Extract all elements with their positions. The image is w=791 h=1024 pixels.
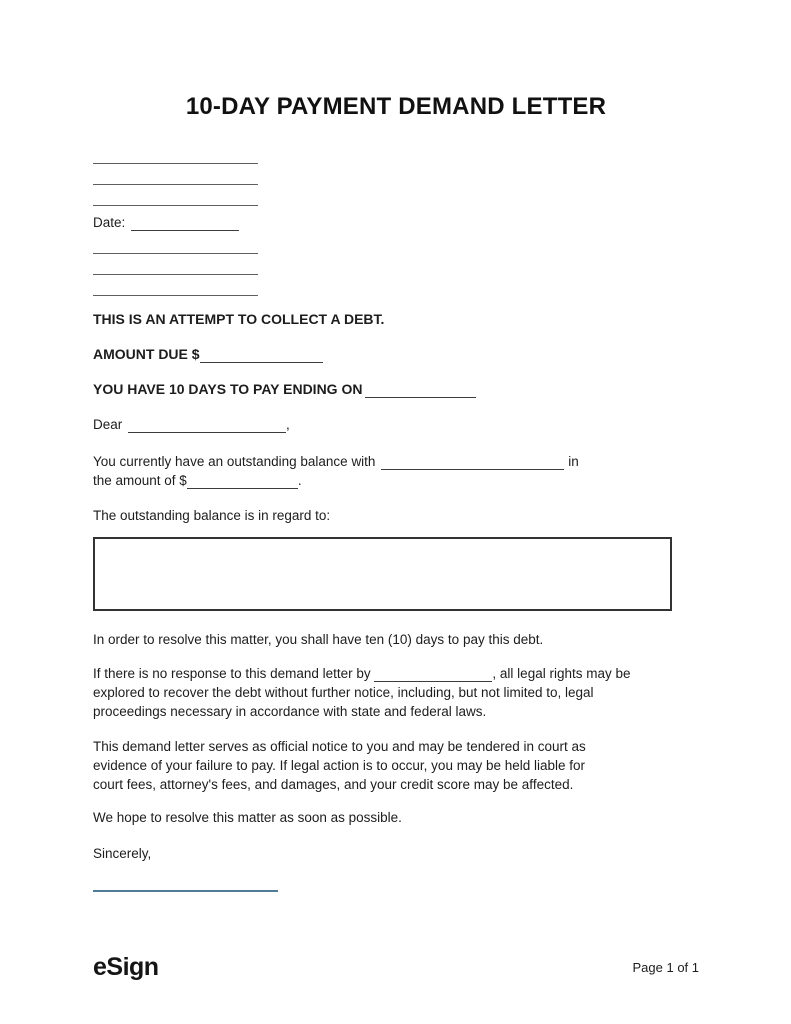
amount-due-field[interactable]	[200, 362, 323, 363]
address-field-line-1[interactable]	[93, 143, 258, 164]
page-title: 10-DAY PAYMENT DEMAND LETTER	[185, 93, 607, 120]
recipient-address-block	[93, 143, 699, 296]
salutation-row	[93, 415, 699, 434]
response-text-line2: explored to recover the debt without further notice, including, but not limited to, legal	[93, 685, 594, 700]
official-notice-paragraph	[93, 737, 699, 794]
address-field-line-5[interactable]	[93, 254, 258, 275]
closing: Sincerely,	[93, 846, 152, 861]
signature-field[interactable]	[93, 890, 278, 892]
balance-paragraph	[93, 452, 699, 490]
response-paragraph	[93, 664, 699, 721]
notice-text-line2: evidence of your failure to pay. If legal action is to occur, you may be held liable for	[93, 758, 586, 773]
letter-content	[93, 0, 699, 892]
esign-logo: eSign	[93, 953, 159, 981]
address-field-line-3[interactable]	[93, 185, 258, 206]
page-footer	[93, 952, 699, 982]
page-indicator: Page 1 of 1	[632, 959, 699, 975]
balance-amount-field[interactable]	[187, 488, 298, 489]
date-row	[93, 206, 699, 233]
address-field-line-4[interactable]	[93, 233, 258, 254]
notice-text-line1: This demand letter serves as official notice to you and may be tendered in court as	[93, 739, 586, 754]
deadline-date-field[interactable]	[365, 397, 476, 398]
response-text-before: If there is no response to this demand letter by	[93, 666, 371, 681]
creditor-name-field[interactable]	[381, 469, 564, 470]
amount-due-row	[93, 345, 699, 364]
response-text-line3: proceedings necessary in accordance with state and federal laws.	[93, 704, 487, 719]
deadline-label: YOU HAVE 10 DAYS TO PAY ENDING ON	[93, 381, 363, 397]
date-field[interactable]	[131, 230, 239, 231]
hope-line: We hope to resolve this matter as soon as possible.	[93, 810, 402, 825]
resolve-line: In order to resolve this matter, you shall have ten (10) days to pay this debt.	[93, 632, 544, 647]
response-text-after: , all legal rights may be	[492, 666, 631, 681]
recipient-name-field[interactable]	[128, 432, 286, 433]
address-field-line-2[interactable]	[93, 164, 258, 185]
date-label: Date:	[93, 215, 126, 230]
balance-amount-text-after: .	[297, 473, 302, 488]
address-field-line-6[interactable]	[93, 275, 258, 296]
deadline-row	[93, 380, 699, 399]
response-deadline-field[interactable]	[374, 681, 492, 682]
collect-debt-notice: THIS IS AN ATTEMPT TO COLLECT A DEBT.	[93, 311, 385, 327]
regard-label: The outstanding balance is in regard to:	[93, 508, 331, 523]
notice-text-line3: court fees, attorney's fees, and damages, and your credit score may be affected.	[93, 777, 574, 792]
balance-details-box[interactable]	[93, 537, 672, 611]
balance-text-before: You currently have an outstanding balance with	[93, 454, 376, 469]
balance-amount-text-before: the amount of $	[93, 473, 187, 488]
amount-due-label: AMOUNT DUE $	[93, 346, 200, 362]
salutation-suffix: ,	[286, 417, 290, 432]
balance-text-after: in	[564, 454, 579, 469]
salutation-label: Dear	[93, 417, 123, 432]
